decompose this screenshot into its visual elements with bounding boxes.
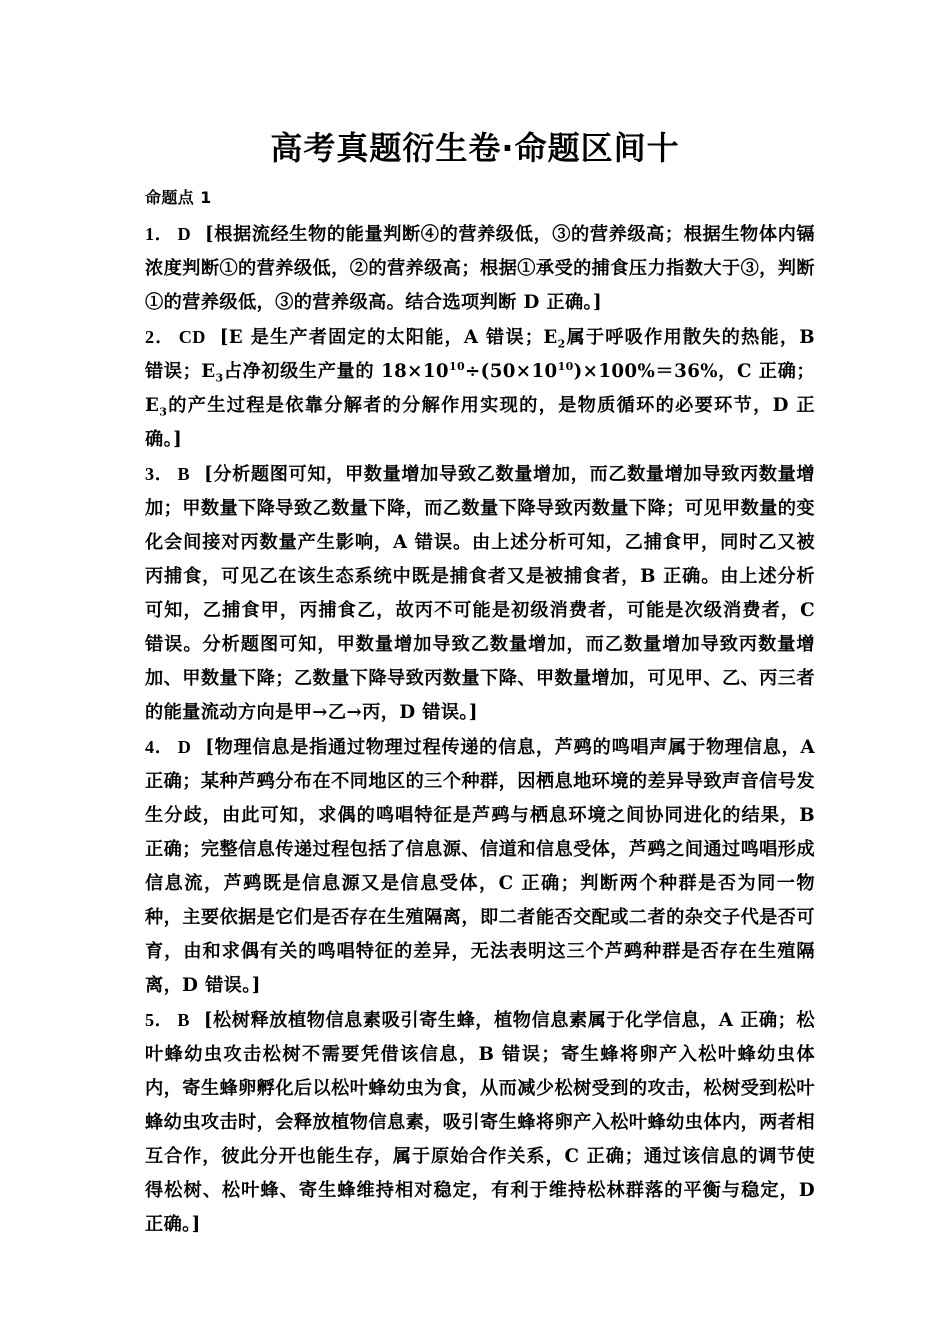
subscript: 3	[159, 405, 168, 419]
answer-item-3	[145, 457, 815, 730]
superscript: 10	[557, 359, 574, 373]
explanation-text: 的产生过程是依靠分解者的分解作用实现的，是物质循环的必要环节，D 正确。]	[145, 395, 815, 450]
answer-content	[145, 183, 815, 1242]
answer-option: D	[177, 224, 192, 244]
answer-item-5	[145, 1003, 815, 1242]
answer-option: D	[177, 737, 192, 757]
explanation-text: 占净初级生产量的 18×10	[223, 361, 449, 382]
explanation-text: )×100%＝36%，C 正确；E	[145, 361, 815, 416]
answer-number: 4．	[145, 737, 174, 757]
superscript: 10	[448, 359, 466, 373]
answer-option: B	[177, 464, 191, 484]
subscript: 3	[215, 371, 224, 385]
subscript: 2	[557, 337, 566, 351]
answer-number: 2．	[145, 327, 175, 347]
answer-explanation: [分析题图可知，甲数量增加导致乙数量增加，而乙数量增加导致丙数量增加；甲数量下降导致乙数量下降，而乙数量下降导致丙数量下降；可见甲数量的变化会间接对丙数量产生影响，A 错误。由上述分析可知，乙捕食甲，同时乙又被丙捕食，可见乙在该生态系统中既是捕食者又是被捕食者，B 正确。由上述分析可知，乙捕食甲，丙捕食乙，故丙不可能是初级消费者，可能是次级消费者，C 错误。分析题图可知，甲数量增加导致乙数量增加，而乙数量增加导致丙数量增加、甲数量下降；乙数量下降导致丙数量下降、甲数量增加，可见甲、乙、丙三者的能量流动方向是甲→乙→丙，D 错误。]	[145, 464, 815, 723]
answer-option: B	[177, 1010, 190, 1030]
answer-number: 3．	[145, 464, 174, 484]
answer-item-1	[145, 217, 815, 320]
answer-explanation: [松树释放植物信息素吸引寄生蜂，植物信息素属于化学信息，A 正确；松叶蜂幼虫攻击松树不需要凭借该信息，B 错误；寄生蜂将卵产入松叶蜂幼虫体内，寄生蜂卵孵化后以松叶蜂幼虫为食，从而减少松树受到的攻击，松树受到松叶蜂幼虫攻击时，会释放植物信息素，吸引寄生蜂将卵产入松叶蜂幼虫体内，两者相互合作，彼此分开也能生存，属于原始合作关系，C 正确；通过该信息的调节使得松树、松叶蜂、寄生蜂维持相对稳定，有利于维持松林群落的平衡与稳定，D 正确。]	[145, 1010, 815, 1235]
explanation-text: 属于呼吸作用散失的热能，B 错误；E	[145, 327, 815, 382]
answer-explanation	[145, 327, 815, 450]
answer-number: 1．	[145, 224, 174, 244]
answer-explanation: [根据流经生物的能量判断④的营养级低，③的营养级高；根据生物体内镉浓度判断①的营养级低，②的营养级高；根据①承受的捕食压力指数大于③，判断①的营养级低，③的营养级高。结合选项判断 D 正确。]	[145, 224, 815, 313]
answer-item-4	[145, 730, 815, 1003]
page-title: 高考真题衍生卷·命题区间十	[270, 129, 680, 167]
explanation-text: ÷(50×10	[465, 361, 558, 382]
explanation-text: [E 是生产者固定的太阳能，A 错误；E	[219, 327, 558, 348]
answer-option: CD	[178, 327, 206, 347]
answer-item-2	[145, 320, 815, 457]
section-label: 命题点 1	[145, 188, 212, 207]
answer-number: 5．	[145, 1010, 174, 1030]
answer-explanation: [物理信息是指通过物理过程传递的信息，芦鹀的鸣唱声属于物理信息，A 正确；某种芦鹀分布在不同地区的三个种群，因栖息地环境的差异导致声音信号发生分歧，由此可知，求偶的鸣唱特征是芦鹀与栖息环境之间协同进化的结果，B 正确；完整信息传递过程包括了信息源、信道和信息受体，芦鹀之间通过鸣唱形成信息流，芦鹀既是信息源又是信息受体，C 正确；判断两个种群是否为同一物种，主要依据是它们是否存在生殖隔离，即二者能否交配或二者的杂交子代是否可育，由和求偶有关的鸣唱特征的差异，无法表明这三个芦鹀种群是否存在生殖隔离，D 错误。]	[145, 737, 815, 996]
